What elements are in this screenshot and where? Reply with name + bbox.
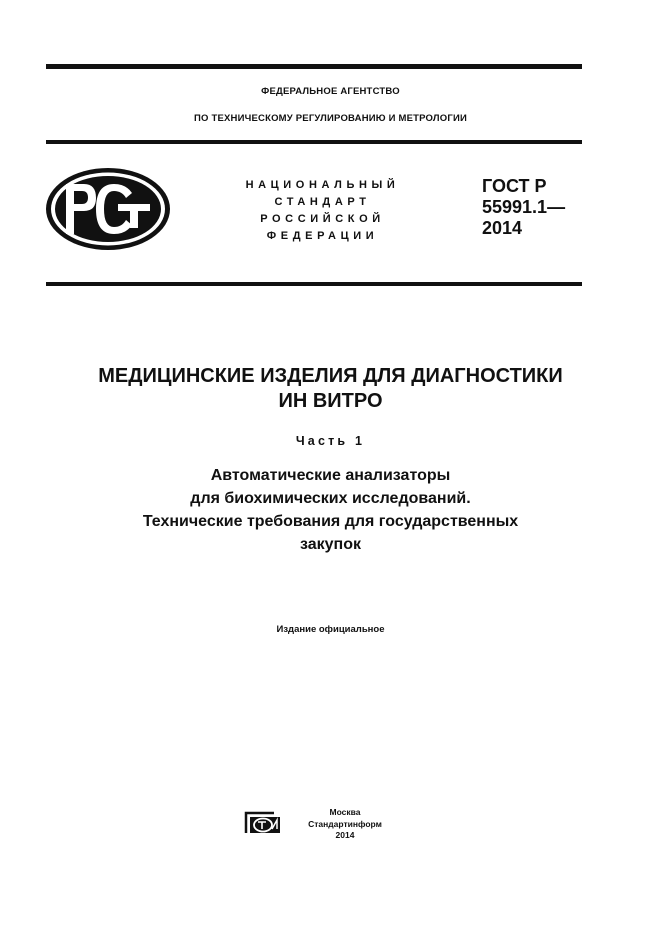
top-rule — [46, 64, 582, 69]
document-subtitle — [0, 464, 661, 556]
middle-rule — [46, 140, 582, 144]
subtitle-line: закупок — [300, 536, 361, 553]
standard-type-line: НАЦИОНАЛЬНЫЙ — [245, 179, 400, 191]
designation-line-2: 55991.1— — [482, 197, 566, 217]
title-line-1: МЕДИЦИНСКИЕ ИЗДЕЛИЯ ДЛЯ ДИАГНОСТИКИ — [98, 365, 563, 387]
publisher-city: Москва — [329, 807, 361, 817]
subtitle-line: для биохимических исследований. — [190, 490, 471, 507]
document-title — [0, 364, 661, 414]
bottom-rule — [46, 282, 582, 286]
publisher-name: Стандартинформ — [308, 818, 382, 829]
agency-line-1: ФЕДЕРАЛЬНОЕ АГЕНТСТВО — [261, 86, 400, 97]
designation-line-1: ГОСТ Р — [482, 176, 547, 196]
designation-line-3: 2014 — [482, 218, 523, 238]
publisher-year: 2014 — [335, 830, 355, 840]
standard-type — [215, 177, 430, 245]
standard-type-line: РОССИЙСКОЙ — [260, 213, 385, 225]
subtitle-line: Автоматические анализаторы — [210, 467, 451, 484]
part-label: Часть 1 — [295, 434, 366, 448]
subtitle-line: Технические требования для государственных — [142, 513, 519, 530]
edition-label: Издание официальное — [276, 624, 385, 635]
standard-type-line: СТАНДАРТ — [274, 196, 371, 208]
standartinform-logo-icon — [244, 809, 282, 835]
title-line-2: ИН ВИТРО — [278, 390, 383, 412]
publisher-info — [308, 807, 382, 842]
standard-designation — [482, 176, 565, 239]
rst-certification-mark-icon — [44, 166, 172, 252]
standard-type-line: ФЕДЕРАЦИИ — [266, 230, 379, 242]
agency-line-2: ПО ТЕХНИЧЕСКОМУ РЕГУЛИРОВАНИЮ И МЕТРОЛОГИИ — [194, 113, 467, 124]
